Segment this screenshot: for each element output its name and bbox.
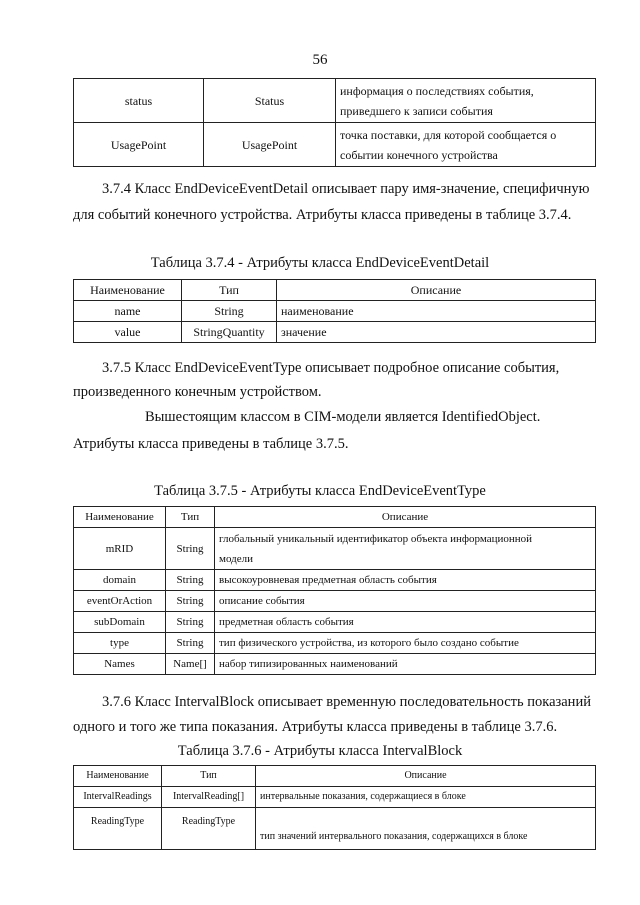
table-3-7-4 (73, 279, 596, 343)
table-cell: String (166, 528, 215, 570)
table-cell: IntervalReadings (74, 787, 162, 808)
table-cell: тип физического устройства, из которого было создано событие (215, 633, 596, 654)
paragraph-3-7-4-line-1: 3.7.4 Класс EndDeviceEventDetail описывает пару имя-значение, специфичную (102, 181, 590, 197)
top-table (73, 78, 596, 167)
table-row (74, 123, 596, 167)
cell-line: событии конечного устройства (340, 147, 498, 162)
table-header-row (74, 766, 596, 787)
table-cell: UsagePoint (204, 123, 336, 167)
table-header-row (74, 507, 596, 528)
table-3-7-5 (73, 506, 596, 675)
paragraph-3-7-5-line-4: Атрибуты класса приведены в таблице 3.7.5. (73, 436, 349, 452)
table-cell (215, 528, 596, 570)
table-row (74, 570, 596, 591)
column-header: Тип (166, 507, 215, 528)
paragraph-3-7-4-line-2: для событий конечного устройства. Атрибуты класса приведены в таблице 3.7.4. (73, 207, 572, 223)
cell-line: глобальный уникальный идентификатор объекта информационной (219, 532, 533, 545)
paragraph-3-7-5-line-1: 3.7.5 Класс EndDeviceEventType описывает подробное описание события, (102, 360, 560, 376)
column-header: Наименование (74, 766, 162, 787)
table-cell: тип значений интервального показания, содержащихся в блоке (256, 808, 596, 850)
table-cell: StringQuantity (182, 322, 277, 343)
table-cell: набор типизированных наименований (215, 654, 596, 675)
cell-line: точка поставки, для которой сообщается о (340, 127, 557, 142)
table-3-7-6 (73, 765, 596, 850)
table-3-7-5-caption: Таблица 3.7.5 - Атрибуты класса EndDeviceEventType (154, 483, 486, 499)
cell-line: информация о последствиях события, (340, 83, 534, 98)
table-cell: type (74, 633, 166, 654)
table-row (74, 787, 596, 808)
table-cell: String (166, 570, 215, 591)
table-cell: ReadingType (162, 808, 256, 850)
table-cell: String (166, 633, 215, 654)
table-row (74, 654, 596, 675)
table-cell: status (74, 79, 204, 123)
table-cell: IntervalReading[] (162, 787, 256, 808)
table-row (74, 528, 596, 570)
table-cell: String (182, 301, 277, 322)
table-cell: интервальные показания, содержащиеся в блоке (256, 787, 596, 808)
table-cell: ReadingType (74, 808, 162, 850)
column-header: Наименование (74, 280, 182, 301)
column-header: Описание (277, 280, 596, 301)
table-cell: UsagePoint (74, 123, 204, 167)
table-cell: Names (74, 654, 166, 675)
table-cell: высокоуровневая предметная область события (215, 570, 596, 591)
table-row (74, 79, 596, 123)
table-cell: mRID (74, 528, 166, 570)
table-3-7-6-caption: Таблица 3.7.6 - Атрибуты класса IntervalBlock (177, 743, 463, 759)
cell-line: модели (219, 552, 253, 565)
table-row (74, 591, 596, 612)
table-row (74, 808, 596, 850)
paragraph-3-7-6-line-1: 3.7.6 Класс IntervalBlock описывает временную последовательность показаний (102, 694, 591, 710)
table-row (74, 301, 596, 322)
table-cell: name (74, 301, 182, 322)
table-cell: domain (74, 570, 166, 591)
column-header: Описание (256, 766, 596, 787)
table-cell (336, 123, 596, 167)
page-number: 56 (312, 52, 328, 68)
table-header-row (74, 280, 596, 301)
table-cell: subDomain (74, 612, 166, 633)
table-cell: Status (204, 79, 336, 123)
table-cell: наименование (277, 301, 596, 322)
column-header: Описание (215, 507, 596, 528)
table-cell: Name[] (166, 654, 215, 675)
paragraph-3-7-5-line-3: Вышестоящим классом в CIM-модели является IdentifiedObject. (145, 409, 541, 425)
table-cell: value (74, 322, 182, 343)
paragraph-3-7-5-line-2: произведенного конечным устройством. (73, 384, 322, 400)
paragraph-3-7-6-line-2: одного и того же типа показания. Атрибуты класса приведены в таблице 3.7.6. (73, 719, 558, 735)
table-row (74, 612, 596, 633)
table-cell: String (166, 591, 215, 612)
column-header: Тип (182, 280, 277, 301)
table-cell: предметная область события (215, 612, 596, 633)
table-cell: eventOrAction (74, 591, 166, 612)
table-row (74, 633, 596, 654)
table-3-7-4-caption: Таблица 3.7.4 - Атрибуты класса EndDeviceEventDetail (150, 255, 490, 271)
table-cell: значение (277, 322, 596, 343)
cell-line: приведшего к записи события (340, 103, 493, 118)
column-header: Наименование (74, 507, 166, 528)
table-cell (336, 79, 596, 123)
table-cell: String (166, 612, 215, 633)
table-cell: описание события (215, 591, 596, 612)
column-header: Тип (162, 766, 256, 787)
table-row (74, 322, 596, 343)
